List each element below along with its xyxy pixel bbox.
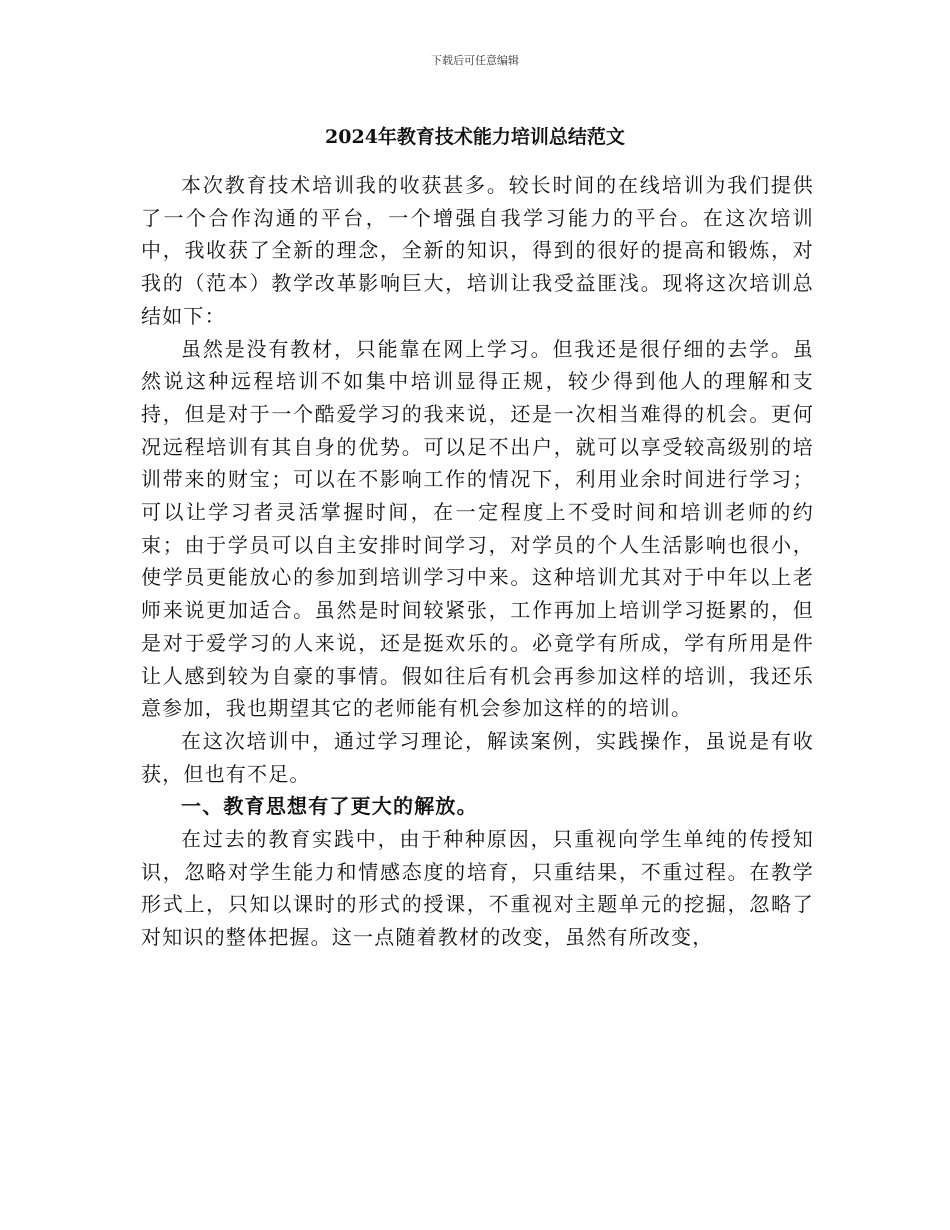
paragraph-gains: 在这次培训中，通过学习理论，解读案例，实践操作，虽说是有收获，但也有不足。	[141, 728, 814, 786]
page-header-note: 下载后可任意编辑	[431, 54, 519, 67]
document-body	[141, 169, 814, 954]
paragraph-online-learning: 虽然是没有教材，只能靠在网上学习。但我还是很仔细的去学。虽然说这种远程培训不如集中培训显得正规，较少得到他人的理解和支持，但是对于一个酷爱学习的我来说，还是一次相当难得的机会。更何况远程培训有其自身的优势。可以足不出户，就可以享受较高级别的培训带来的财宝；可以在不影响工作的情况下，利用业余时间进行学习；可以让学习者灵活掌握时间，在一定程度上不受时间和培训老师的约束；由于学员可以自主安排时间学习，对学员的个人生活影响也很小，使学员更能放心的参加到培训学习中来。这种培训尤其对于中年以上老师来说更加适合。虽然是时间较紧张，工作再加上培训学习挺累的，但是对于爱学习的人来说，还是挺欢乐的。必竟学有所成，学有所用是件让人感到较为自豪的事情。假如往后有机会再参加这样的培训，我还乐意参加，我也期望其它的老师能有机会参加这样的的培训。	[141, 336, 814, 721]
paragraph-intro: 本次教育技术培训我的收获甚多。较长时间的在线培训为我们提供了一个合作沟通的平台，一个增强自我学习能力的平台。在这次培训中，我收获了全新的理念，全新的知识，得到的很好的提高和锻炼，对我的（范本）教学改革影响巨大，培训让我受益匪浅。现将这次培训总结如下：	[141, 173, 814, 328]
section-heading: 一、教育思想有了更大的解放。	[181, 794, 478, 819]
paragraph-section-1: 在过去的教育实践中，由于种种原因，只重视向学生单纯的传授知识，忽略对学生能力和情感态度的培育，只重结果，不重过程。在教学形式上，只知以课时的形式的授课，不重视对主题单元的挖掘，忽略了对知识的整体把握。这一点随着教材的改变，虽然有所改变，	[141, 827, 814, 950]
document-title: 2024年教育技术能力培训总结范文	[325, 126, 625, 148]
